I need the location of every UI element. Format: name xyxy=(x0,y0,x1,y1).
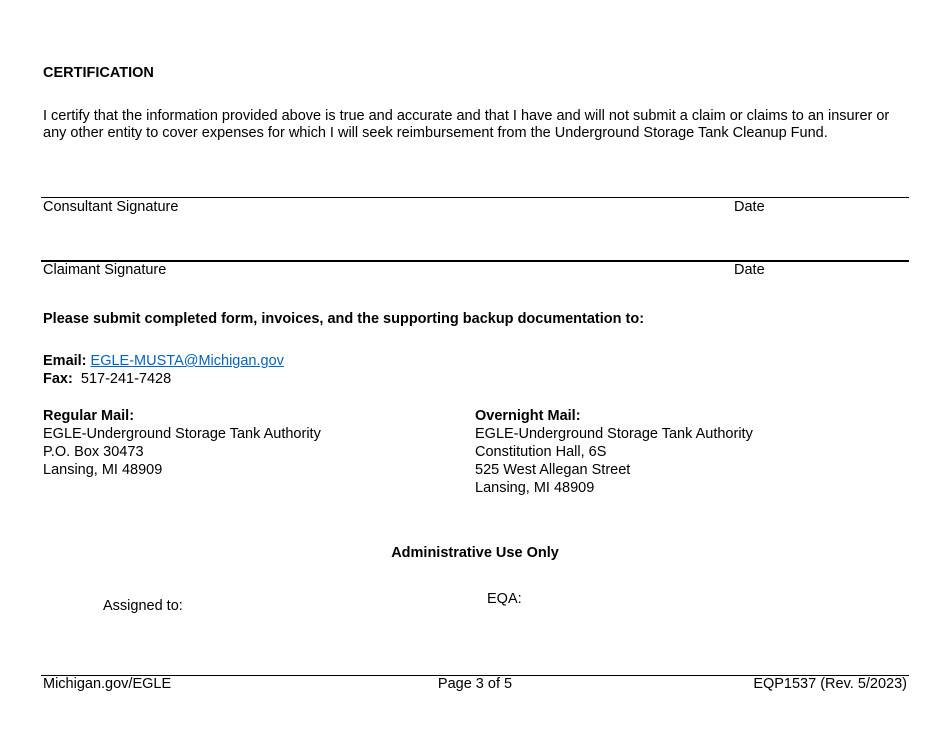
email-link[interactable]: EGLE-MUSTA@Michigan.gov xyxy=(90,353,284,369)
admin-heading: Administrative Use Only xyxy=(391,545,559,561)
consultant-signature-label: Consultant Signature xyxy=(43,199,179,215)
certification-line-2: any other entity to cover expenses for which I will seek reimbursement from the Underground Storage Tank Cleanup Fund. xyxy=(43,124,828,141)
regular-mail-line: Lansing, MI 48909 xyxy=(43,462,163,478)
regular-mail-line: P.O. Box 30473 xyxy=(43,444,144,460)
fax-row xyxy=(43,371,171,388)
email-row xyxy=(43,353,284,370)
footer-page-number: Page 3 of 5 xyxy=(437,676,513,692)
claimant-date-label: Date xyxy=(734,262,765,278)
regular-mail-heading: Regular Mail: xyxy=(43,408,135,424)
eqa-label: EQA: xyxy=(487,591,522,607)
claimant-signature-line[interactable] xyxy=(41,260,909,262)
certification-heading: CERTIFICATION xyxy=(43,65,154,81)
email-label: Email: xyxy=(43,353,87,369)
fax-number: 517-241-7428 xyxy=(80,371,172,387)
overnight-mail-line: Lansing, MI 48909 xyxy=(475,480,595,496)
consultant-signature-line[interactable] xyxy=(41,197,909,198)
overnight-mail-line: 525 West Allegan Street xyxy=(475,462,631,478)
certification-line-1: I certify that the information provided above is true and accurate and that I have and will not submit a claim or claims to an insurer or xyxy=(43,108,890,124)
overnight-mail-heading: Overnight Mail: xyxy=(475,408,581,424)
overnight-mail-block xyxy=(475,407,753,497)
fax-label: Fax: xyxy=(43,371,73,387)
claimant-signature-label: Claimant Signature xyxy=(43,262,167,278)
regular-mail-block xyxy=(43,407,321,479)
overnight-mail-line: Constitution Hall, 6S xyxy=(475,444,607,460)
certification-statement xyxy=(43,108,923,141)
assigned-to-label: Assigned to: xyxy=(103,598,183,614)
regular-mail-line: EGLE-Underground Storage Tank Authority xyxy=(43,426,321,442)
footer-website: Michigan.gov/EGLE xyxy=(43,676,172,692)
submission-instruction: Please submit completed form, invoices, and the supporting backup documentation to: xyxy=(43,311,645,327)
consultant-date-label: Date xyxy=(734,199,765,215)
footer-form-id: EQP1537 (Rev. 5/2023) xyxy=(753,676,907,692)
overnight-mail-line: EGLE-Underground Storage Tank Authority xyxy=(475,426,753,442)
